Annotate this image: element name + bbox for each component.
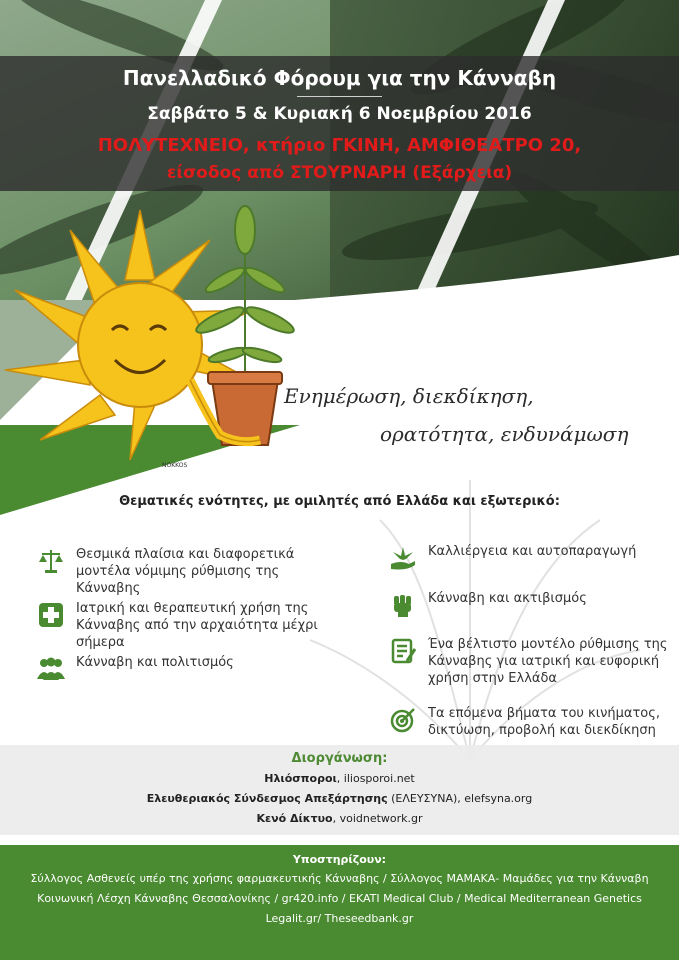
supporters-title: Υποστηρίζουν: (292, 853, 387, 866)
organizer-site: , iliosporoi.net (336, 772, 415, 785)
topic-text: Κάνναβη και πολιτισμός (76, 655, 234, 670)
topic-item (388, 636, 668, 687)
topics-title: Θεματικές ενότητες, με ομιλητές από Ελλάδα και εξωτερικό: (119, 494, 560, 509)
event-title: Πανελλαδικό Φόρουμ για την Κάνναβη (122, 66, 557, 90)
organizer-name: Ελευθεριακός Σύνδεσμος Απεξάρτησης (146, 792, 388, 805)
sun-mascot-illustration (0, 200, 300, 470)
organizer-name: Κενό Δίκτυο (256, 812, 333, 825)
topic-text: Ιατρική και θεραπευτική χρήση της Κάνναβης από την αρχαιότητα μέχρι σήμερα (76, 601, 318, 650)
event-dates: Σαββάτο 5 & Κυριακή 6 Νοεμβρίου 2016 (147, 104, 532, 124)
fist-icon (388, 590, 418, 620)
organizer-site: , voidnetwork.gr (332, 812, 423, 825)
topic-text: Τα επόμενα βήματα του κινήματος, δικτύωση, προβολή και διεκδίκηση (428, 706, 660, 738)
topic-item (388, 590, 668, 620)
event-entrance: είσοδος από ΣΤΟΥΡΝΑΡΗ (Εξάρχεια) (166, 163, 513, 183)
slogan-line-2: ορατότητα, ενδυνάμωση (380, 422, 629, 446)
topic-item (36, 654, 336, 684)
organizer-name: Ηλιόσποροι (264, 772, 337, 785)
topic-item (388, 705, 668, 739)
topic-item (36, 600, 356, 651)
topic-text: Ένα βέλτιστο μοντέλο ρύθμισης της Κάνναβης για ιατρική και ευφορική χρήση στην Ελλάδα (428, 637, 668, 686)
topic-text: Καλλιέργεια και αυτοπαραγωγή (428, 544, 637, 559)
leaf-hand-icon (388, 543, 418, 573)
organizers-title: Διοργάνωση: (291, 751, 388, 766)
target-icon (388, 705, 418, 735)
supporters-line: Κοινωνική Λέσχη Κάνναβης Θεσσαλονίκης / gr420.info / EKATI Medical Club / Medical Mediterranean Genetics (37, 892, 642, 905)
organizer-line (0, 792, 679, 805)
supporters-line: Legalit.gr/ Theseedbank.gr (265, 912, 414, 925)
organizer-line (0, 772, 679, 785)
topic-item (36, 546, 336, 597)
organizer-site: (ΕΛΕΥΣΥΝΑ), elefsyna.org (387, 792, 533, 805)
medical-cross-icon (36, 600, 66, 630)
illustration-signature: NOKKOS (162, 462, 188, 469)
topic-item (388, 543, 668, 573)
people-icon (36, 654, 66, 684)
event-venue: ΠΟΛΥΤΕΧΝΕΙΟ, κτήριο ΓΚΙΝΗ, ΑΜΦΙΘΕΑΤΡΟ 20, (97, 135, 582, 156)
title-divider (297, 96, 382, 97)
slogan-line-1: Ενημέρωση, διεκδίκηση, (284, 384, 534, 408)
organizer-line (0, 812, 679, 825)
scales-icon (36, 546, 66, 576)
supporters-line: Σύλλογος Ασθενείς υπέρ της χρήσης φαρμακευτικής Κάνναβης / Σύλλογος ΜΑΜΑΚΑ- Μαμάδες για την Κάνναβη (30, 872, 649, 885)
topic-text: Κάνναβη και ακτιβισμός (428, 591, 587, 606)
checklist-icon (388, 636, 418, 666)
topic-text: Θεσμικά πλαίσια και διαφορετικά μοντέλα νόμιμης ρύθμισης της Κάνναβης (76, 547, 295, 596)
